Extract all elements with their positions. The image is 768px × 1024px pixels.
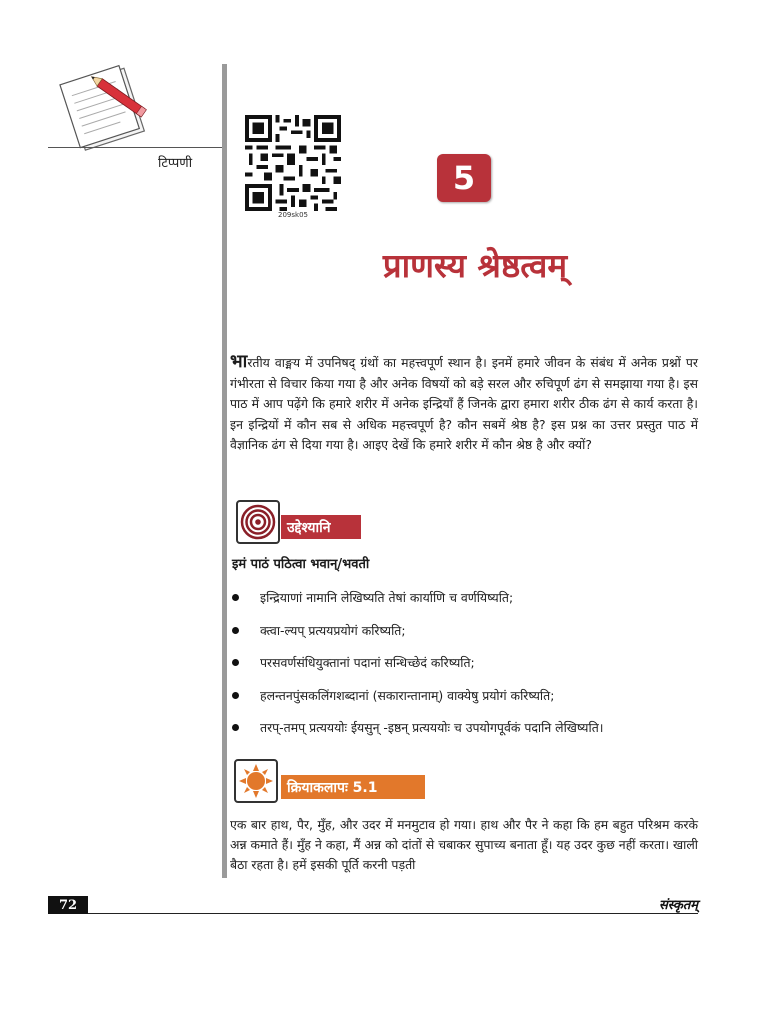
margin-vertical-bar [222, 64, 227, 878]
qr-code-icon [245, 115, 341, 211]
list-item: परसवर्णसंधियुक्तानां पदानां सन्धिच्छेदं करिष्यति; [230, 653, 710, 686]
bullet-icon [232, 692, 239, 699]
list-item: क्त्वा-ल्यप् प्रत्ययप्रयोगं करिष्यति; [230, 621, 710, 654]
footer-rule [48, 913, 698, 914]
notepad-pencil-icon [55, 62, 155, 152]
target-icon [236, 500, 280, 544]
margin-note-label: टिप्पणी [158, 156, 193, 171]
objectives-heading: उद्देश्यानि [281, 515, 361, 539]
list-item: हलन्तनपुंसकलिंगशब्दानां (सकारान्तानाम्) वाक्येषु प्रयोगं करिष्यति; [230, 686, 710, 719]
bullet-icon [232, 627, 239, 634]
activity-paragraph: एक बार हाथ, पैर, मुँह, और उदर में मनमुटाव हो गया। हाथ और पैर ने कहा कि हम बहुत परिश्रम करके अन्न कमाते हैं। मुँह ने कहा, मैं अन्न को दांतों से चबाकर सुपाच्य बनाता हूँ। यह उदर कुछ नहीं करता। खाली बैठा रहता है। हमें इसकी पूर्ति करनी पड़ती [230, 817, 698, 872]
objectives-lead: इमं पाठं पठित्वा भवान्/भवती [232, 557, 370, 572]
objectives-list [230, 588, 710, 751]
book-title: संस्कृतम् [658, 898, 698, 913]
activity-heading: क्रियाकलापः 5.1 [281, 775, 425, 799]
chapter-number-badge: 5 [437, 154, 491, 202]
page-number: 72 [48, 896, 88, 914]
intro-dropcap: भा [230, 351, 248, 372]
bullet-icon [232, 724, 239, 731]
margin-rule [48, 147, 222, 148]
qr-code-label: 209sk05 [278, 211, 308, 219]
intro-text: रतीय वाङ्मय में उपनिषद् ग्रंथों का महत्त्वपूर्ण स्थान है। इनमें हमारे जीवन के संबंध में अनेक प्रश्नों पर गंभीरता से विचार किया गया है और अनेक विषयों को बड़े सरल और रुचिपूर्ण ढंग से समझाया गया है। इस पाठ में आप पढ़ेंगे कि हमारे शरीर में अनेक इन्द्रियाँ हैं जिनके द्वारा हमारा शरीर ठीक ढंग से कार्य करता है। इन इन्द्रियों में कौन सब से अधिक महत्त्वपूर्ण है? कौन सबमें श्रेष्ठ है? इस प्रश्न का उत्तर प्रस्तुत पाठ में वैज्ञानिक ढंग से दिया गया है। आइए देखें कि हमारे शरीर में कौन श्रेष्ठ है और क्यों? [230, 355, 698, 452]
bullet-icon [232, 594, 239, 601]
bullet-icon [232, 659, 239, 666]
list-item: तरप्-तमप् प्रत्यययोः ईयसुन् -इष्ठन् प्रत्यययोः च उपयोगपूर्वकं पदानि लेखिष्यति। [230, 718, 710, 751]
chapter-title: प्राणस्य श्रेष्ठत्वम् [382, 246, 568, 285]
sun-icon [234, 759, 278, 803]
intro-paragraph [230, 352, 698, 456]
list-item: इन्द्रियाणां नामानि लेखिष्यति तेषां कार्याणि च वर्णयिष्यति; [230, 588, 710, 621]
